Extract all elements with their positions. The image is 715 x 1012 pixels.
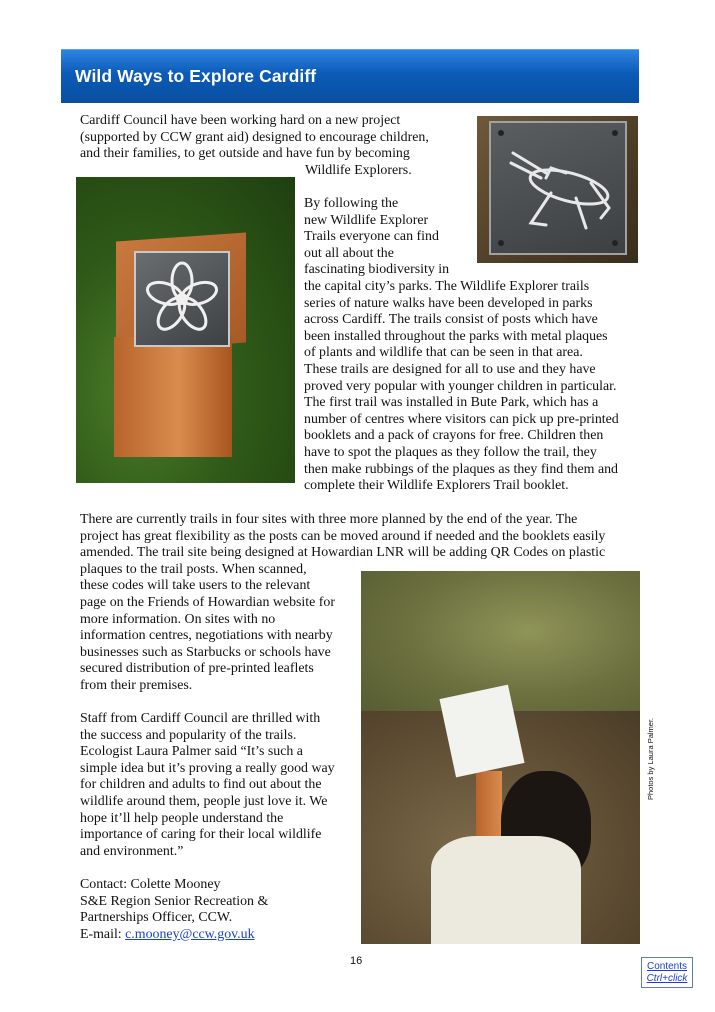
email-prefix: E-mail: [80,926,126,942]
contact-block [80,877,268,943]
photo-credit: Photos by Laura Palmer. [646,717,655,800]
metal-plaque [134,251,230,347]
text-line: out all about the [304,245,394,261]
wooden-post [114,337,232,457]
intro-paragraph [80,113,429,179]
text-line: wildlife around them, people just love it. We [80,793,328,809]
text-line: and their families, to get outside and have fun by becoming [80,146,410,162]
text-line: fascinating biodiversity in [304,262,450,278]
text-line: importance of caring for their local wildlife [80,827,322,843]
contents-hint: Ctrl+click [646,973,688,984]
header-banner [61,49,639,103]
page-number: 16 [350,955,363,967]
text-line: of plants and wildlife that can be seen in that area. [304,345,583,361]
text-line: amended. The trail site being designed at Howardian LNR will be adding QR Codes on plastic [80,545,606,561]
text-line: and environment.” [80,843,184,859]
text-line: booklets and a pack of crayons for free. Children then [304,428,604,444]
text-line: complete their Wildlife Explorers Trail booklet. [304,478,569,494]
text-line: hope it’ll help people understand the [80,810,284,826]
contact-role: S&E Region Senior Recreation & [80,893,269,909]
quote-paragraph [80,711,335,860]
child-shirt [431,836,581,944]
text-line: plaques to the trail posts. When scanned, [80,561,307,577]
page-title: Wild Ways to Explore Cardiff [75,66,317,86]
text-line: secured distribution of pre-printed leaflets [80,661,314,677]
right-column-text [304,196,619,495]
text-line: By following the [304,196,399,211]
flower-icon [136,253,228,345]
text-line: Staff from Cardiff Council are thrilled with [80,711,321,726]
text-line: from their premises. [80,677,193,693]
text-line: for children and adults to find out about the [80,777,322,793]
contents-button[interactable] [641,957,693,988]
text-line: Cardiff Council have been working hard on a new project [80,113,401,128]
text-line: businesses such as Starbucks or schools have [80,644,331,660]
text-line: the capital city’s parks. The Wildlife Explorer trails [304,278,590,294]
child-trail-photo [361,571,640,944]
text-line: project has great flexibility as the posts can be moved around if needed and the booklets easily [80,528,606,544]
text-line: these codes will take users to the relevant [80,578,311,594]
text-line: page on the Friends of Howardian website for [80,594,335,610]
wooden-post [476,771,502,841]
text-line: These trails are designed for all to use and they have [304,361,596,377]
flower-post-photo [76,177,295,483]
text-line: (supported by CCW grant aid) designed to encourage children, [80,129,429,145]
contact-org: Partnerships Officer, CCW. [80,910,233,926]
text-line: more information. On sites with no [80,611,276,627]
text-line: simple idea but it’s proving a really good way [80,760,335,776]
text-line: proved very popular with younger children in particular. [304,378,617,394]
text-line: series of nature walks have been developed in parks [304,295,593,311]
text-line: number of centres where visitors can pick up pre-printed [304,411,619,427]
text-line: been installed throughout the parks with metal plaques [304,328,608,344]
contents-label: Contents [646,961,688,972]
contact-email-line [80,927,268,944]
text-line: Ecologist Laura Palmer said “It’s such a [80,744,303,760]
text-line: Trails everyone can find [304,229,439,245]
text-line: then make rubbings of the plaques as they find them and [304,461,619,477]
text-line: information centres, negotiations with nearby [80,628,333,644]
text-line: There are currently trails in four sites with three more planned by the end of the year. The [80,512,578,527]
text-line: have to spot the plaques as they follow the trail, they [304,444,597,460]
text-line: The first trail was installed in Bute Park, which has a [304,395,599,411]
text-line: the success and popularity of the trails. [80,727,297,743]
text-line: new Wildlife Explorer [304,212,429,228]
text-line: Wildlife Explorers. [305,162,412,178]
text-line: across Cardiff. The trails consist of posts which have [304,312,598,328]
contact-name: Contact: Colette Mooney [80,877,221,892]
email-link[interactable]: c.mooney@ccw.gov.uk [125,926,255,942]
